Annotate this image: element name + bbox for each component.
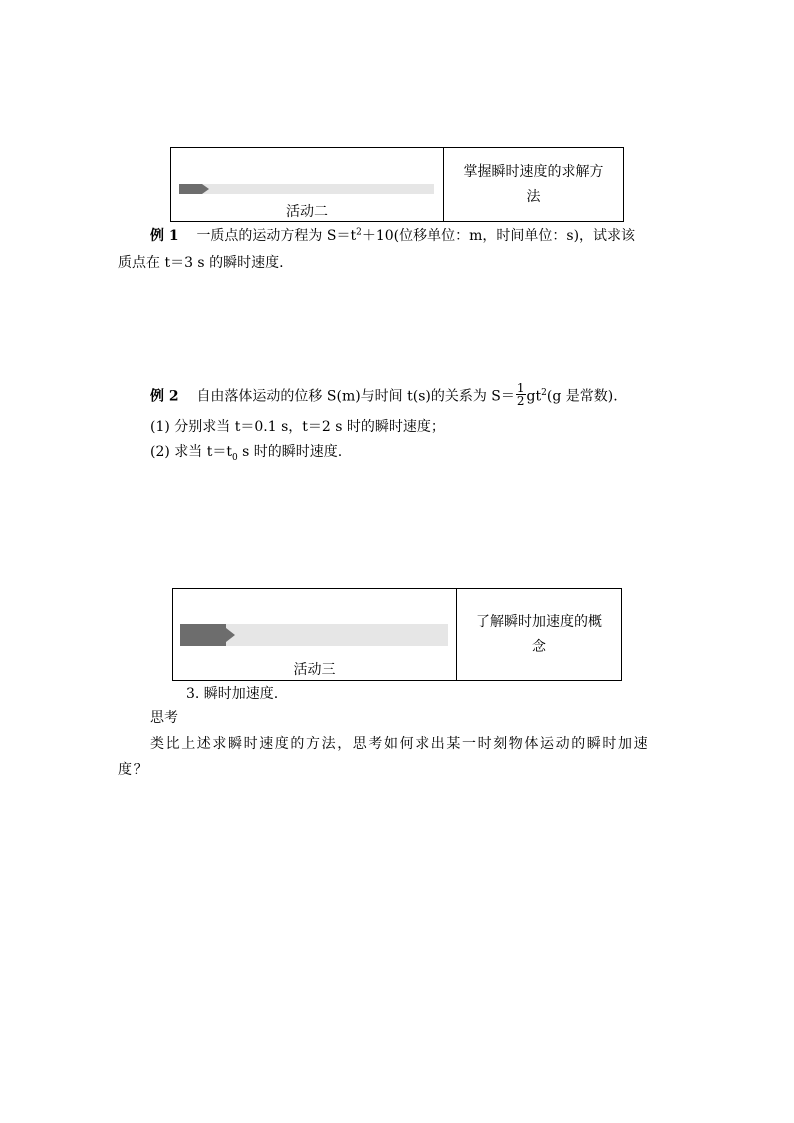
example2-text-c: (g 是常数). [546,388,618,405]
section3-question-line1: 类比上述求瞬时速度的方法，思考如何求出某一时刻物体运动的瞬时加速 [150,736,650,752]
activity2-box [170,147,624,222]
activity2-goal-line2: 法 [526,188,541,205]
section3-question-line2: 度？ [118,762,150,778]
example2-frac-den: 2 [516,394,525,408]
example2-sup: 2 [541,387,547,398]
example2-tag: 例 2 [150,388,179,405]
example1-tag: 例 1 [150,228,179,244]
example2-frac-num: 1 [516,381,525,395]
example2-text-a: 自由落体运动的位移 S(m)与时间 t(s)的关系为 S＝ [196,388,515,405]
activity3-goal [457,589,621,680]
activity2-label: 活动二 [286,204,328,220]
activity3-progress-arrow-icon [226,628,235,642]
activity2-progress-fill [179,184,202,194]
example2-question2 [150,442,342,462]
activity3-goal-line2: 念 [532,638,546,655]
activity2-goal [444,148,623,221]
example2-q2-text-a: (2) 求当 t＝t [150,444,232,460]
activity2-progress-arrow-icon [202,184,209,194]
example2-q2-sub: 0 [231,452,238,463]
example1-sup: 2 [356,227,362,238]
activity3-progress-fill [180,624,226,646]
example1-text-a: 一质点的运动方程为 S＝t [196,228,357,244]
section3-heading: 3. 瞬时加速度. [186,686,279,702]
activity2-progress-track [179,184,434,194]
example2-fraction [516,382,526,407]
example1-line2: 质点在 t＝3 s 的瞬时速度. [118,255,284,271]
activity3-label: 活动三 [293,662,336,678]
activity2-goal-line1: 掌握瞬时速度的求解方 [463,163,604,180]
example2-q2-text-b: s 时的瞬时速度. [237,444,343,460]
example2-intro [150,381,618,409]
section3-think-label: 思考 [150,710,178,726]
example1-line1 [150,226,635,246]
activity3-goal-line1: 了解瞬时加速度的概 [476,613,602,630]
example1-text-b: ＋10(位移单位：m，时间单位：s)，试求该 [361,228,636,244]
activity3-box [172,588,622,681]
activity2-progress-cell [171,148,444,221]
example2-question1: (1) 分别求当 t＝0.1 s，t＝2 s 时的瞬时速度； [150,419,445,435]
activity3-progress-track [180,624,448,646]
example2-text-b: gt [526,388,542,405]
activity3-progress-cell [173,589,457,680]
